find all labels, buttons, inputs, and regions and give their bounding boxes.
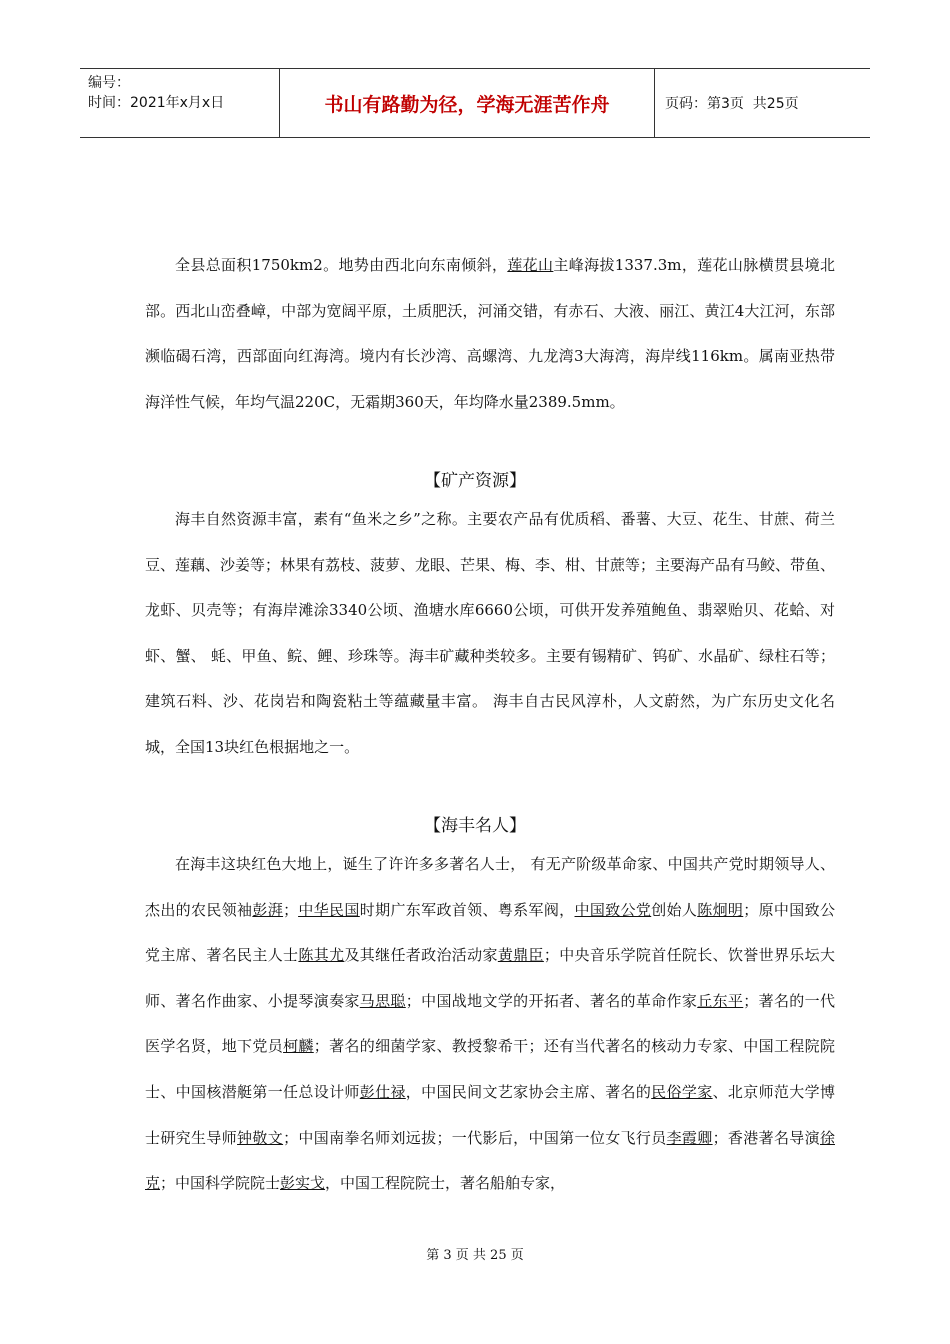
link-peng-shilu[interactable]: 彭仕禄 [359,1082,406,1101]
paragraph-celebrities [145,842,835,1207]
text-span: ；中国战地文学的开拓者、著名的革命作家 [405,991,698,1010]
text-span: 创始人 [651,900,698,919]
text-span: ；中国科学院院士 [160,1174,281,1193]
link-peng-shige[interactable]: 彭实戈 [280,1174,326,1193]
text-span: ； [283,900,299,919]
page-header [80,68,870,138]
header-meta [80,69,280,137]
link-republic-of-china[interactable]: 中华民国 [298,900,360,919]
text-span: ，中国民间文艺家协会主席、著名的 [405,1082,652,1101]
paragraph-geography [145,243,835,425]
text-span: ；著名的细菌学家、教授黎希干；还有当代著名的核动力专家、中国工程院院士、中国核潜艇第一任总设计师 [145,1037,835,1101]
link-folklorist[interactable]: 民俗学家 [651,1082,713,1101]
text-span: 全县总面积1750km2。地势由西北向东南倾斜， [175,256,508,274]
link-ke-lin[interactable]: 柯麟 [283,1037,314,1056]
paragraph-minerals: 海丰自然资源丰富，素有“鱼米之乡”之称。主要农产品有优质稻、番薯、大豆、花生、甘蔗、荷兰豆、莲藕、沙姜等；林果有荔枝、菠萝、龙眼、芒果、梅、李、柑、甘蔗等；主要海产品有马鲛、带鱼、龙虾、贝壳等；有海岸滩涂3340公顷、渔塘水库6660公顷，可供开发养殖鲍鱼、翡翠贻贝、花蛤、对虾、蟹、 蚝、甲鱼、鲩、鲤、珍珠等。海丰矿藏种类较多。主要有锡精矿、钨矿、水晶矿、绿柱石等；建筑石料、沙、花岗岩和陶瓷粘土等蕴藏量丰富。 海丰自古民风淳朴，人文蔚然，为广东历史文化名城，全国13块红色根据地之一。 [145,510,836,756]
text-span: ；原中国致公党主席、著名民主人士 [145,900,835,965]
link-lianhuashan[interactable]: 莲花山 [507,256,554,274]
text-span: 主峰海拔1337.3m，莲花山脉横贯县境北部。西北山峦叠嶂，中部为宽阔平原，土质肥沃，河涌交错，有赤石、大液、丽江、黄江4大江河，东部濒临碣石湾，西部面向红海湾。境内有长沙湾、高螺湾、九龙湾3大海湾，海岸线116km。属南亚热带海洋性气候，年均气温220C，无霜期360天，年均降水量2389.5mm。 [145,256,835,411]
text-span: ；香港著名导演 [712,1128,820,1147]
text-span: ；中央音乐学院首任院长、饮誉世界乐坛大师、著名作曲家、小提琴演奏家 [145,946,835,1010]
link-qiu-dongping[interactable]: 丘东平 [697,991,744,1010]
text-span: ，中国工程院院士，著名船舶专家， [325,1174,566,1193]
link-chen-jiongming[interactable]: 陈炯明 [697,900,744,919]
text-span: 在海丰这块红色大地上，诞生了许许多多著名人士， 有无产阶级革命家、中国共产党时期领导人、杰出的农民领袖 [145,855,835,919]
text-span: ；中国南拳名师刘远拔；一代影后，中国第一位女飞行员 [283,1128,667,1147]
link-tsui-hark[interactable]: 徐克 [145,1128,835,1193]
text-span: 、北京师范大学博士研究生导师 [145,1082,835,1147]
number-label: 编号： [88,75,130,91]
link-li-xiaqing[interactable]: 李霞卿 [666,1128,713,1147]
link-zhigong-party[interactable]: 中国致公党 [574,900,652,919]
time-label: 时间：2021年x月x日 [88,95,225,111]
header-page-info [655,69,870,137]
link-zhong-jingwen[interactable]: 钟敬文 [237,1128,284,1147]
header-motto: 书山有路勤为径，学海无涯苦作舟 [280,69,655,137]
text-span: 时期广东军政首领、粤系军阀， [359,900,575,919]
link-huang-dingchen[interactable]: 黄鼎臣 [497,946,544,965]
link-ma-sicong[interactable]: 马思聪 [359,991,406,1010]
link-peng-pai[interactable]: 彭湃 [252,900,284,919]
section-title-celebrities: 【海丰名人】 [424,816,526,836]
text-span: 及其继任者政治活动家 [344,946,498,965]
section-title-minerals: 【矿产资源】 [424,471,526,491]
text-span: ；著名的一代医学名贤，地下党员 [145,991,835,1056]
link-chen-qiyou[interactable]: 陈其尤 [298,946,345,965]
page-info-text: 页码：第3页 共25页 [665,96,799,112]
page-footer: 第 3 页 共 25 页 [426,1248,524,1263]
